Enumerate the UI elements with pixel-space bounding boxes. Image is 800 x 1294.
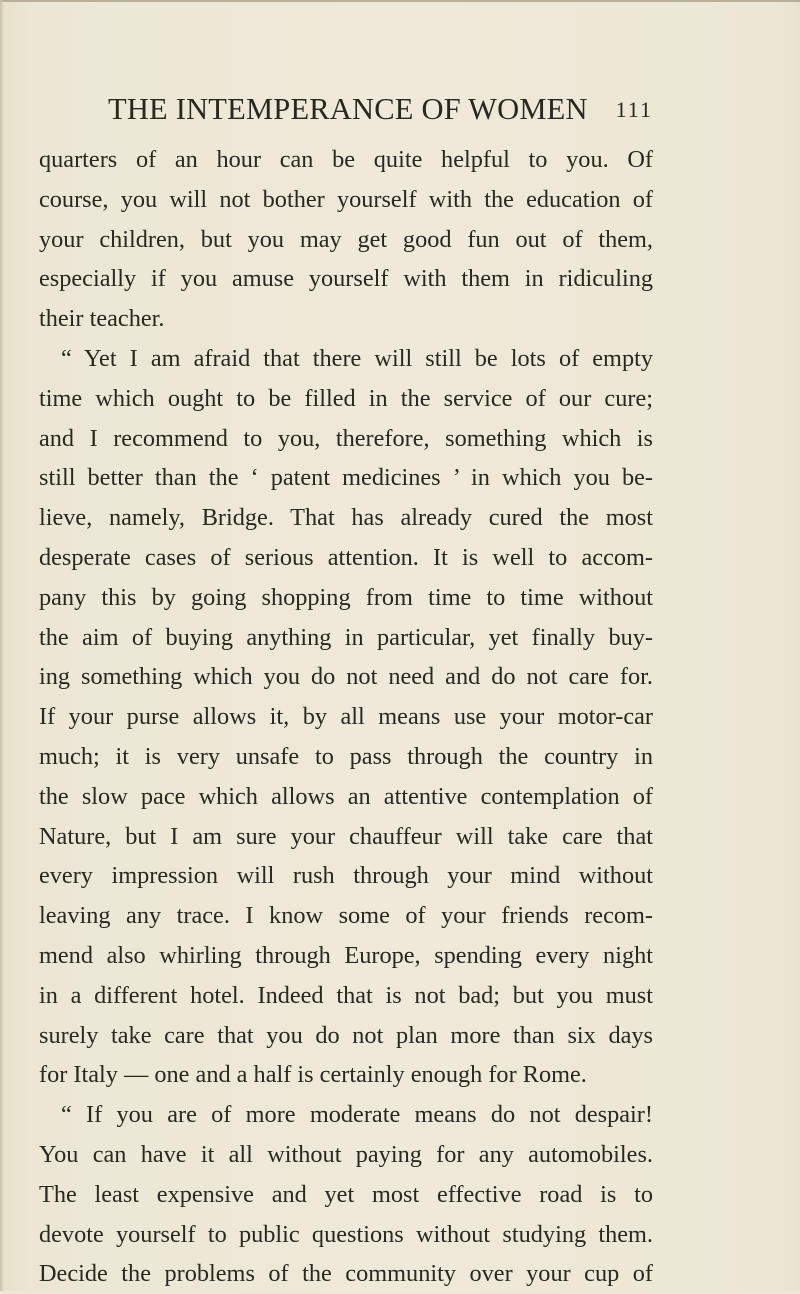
text-line: quarters of an hour can be quite helpful to you. Of	[39, 146, 653, 173]
text-line: surely take care that you do not plan more than six days	[39, 1021, 653, 1049]
text-line: and I recommend to you, therefore, something which is	[39, 424, 653, 452]
text-line: still better than the ‘ patent medicines ’ in which you be-	[39, 464, 653, 492]
text-line: their teacher.	[39, 305, 165, 333]
text-line: ing something which you do not need and do not care for.	[39, 663, 653, 691]
text-line: devote yourself to public questions without studying them.	[39, 1220, 653, 1248]
text-line: mend also whirling through Europe, spending every night	[39, 941, 653, 969]
text-line: in a different hotel. Indeed that is not bad; but you must	[39, 981, 653, 1009]
text-line: “ Yet I am afraid that there will still be lots of empty	[61, 344, 653, 372]
text-line: If your purse allows it, by all means use your motor-car	[39, 703, 653, 731]
text-line: pany this by going shopping from time to time without	[39, 583, 653, 611]
page-top-edge	[0, 0, 800, 2]
page-number: 111	[615, 97, 653, 122]
text-line: Decide the problems of the community over your cup of	[39, 1260, 653, 1288]
text-line: lieve, namely, Bridge. That has already cured the most	[39, 504, 653, 532]
running-head-title: THE INTEMPERANCE OF WOMEN	[108, 92, 588, 126]
text-line: time which ought to be filled in the service of our cure;	[39, 384, 653, 412]
text-line: for Italy — one and a half is certainly enough for Rome.	[39, 1061, 587, 1089]
text-line: You can have it all without paying for any automobiles.	[39, 1140, 653, 1168]
page-left-edge	[0, 0, 4, 1291]
running-header	[108, 92, 653, 128]
text-line: every impression will rush through your mind without	[39, 862, 653, 890]
text-line: much; it is very unsafe to pass through the country in	[39, 742, 653, 770]
text-line: course, you will not bother yourself with the education of	[39, 185, 653, 213]
body-text	[39, 140, 653, 1294]
text-line: The least expensive and yet most effective road is to	[39, 1180, 653, 1208]
text-line: the slow pace which allows an attentive contemplation of	[39, 782, 653, 810]
text-line: leaving any trace. I know some of your friends recom-	[39, 902, 653, 930]
text-line: “ If you are of more moderate means do not despair!	[61, 1101, 653, 1129]
text-line: desperate cases of serious attention. It is well to accom-	[39, 543, 653, 571]
text-line: Nature, but I am sure your chauffeur will take care that	[39, 822, 653, 850]
text-line: especially if you amuse yourself with them in ridiculing	[39, 265, 653, 293]
text-line: the aim of buying anything in particular, yet finally buy-	[39, 623, 653, 651]
text-line: your children, but you may get good fun out of them,	[39, 225, 653, 253]
